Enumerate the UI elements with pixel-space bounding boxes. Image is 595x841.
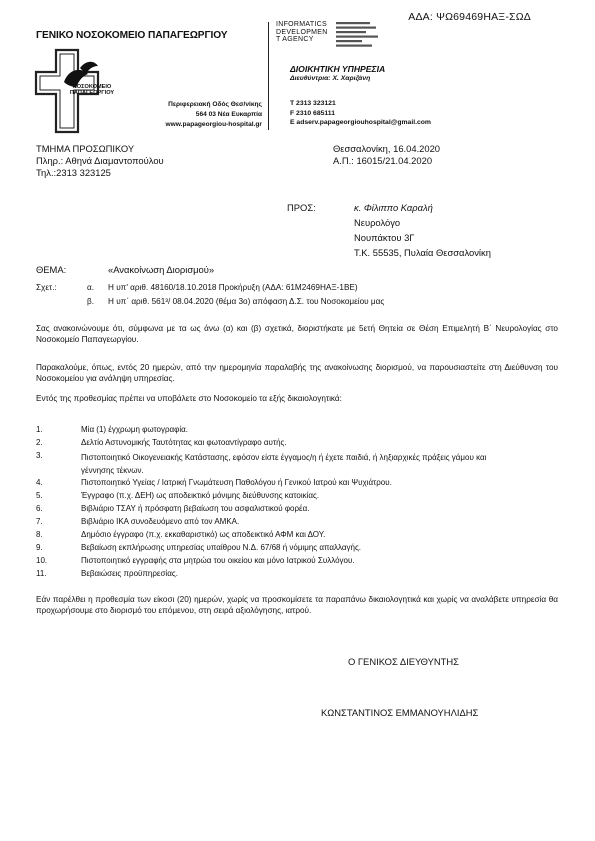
list-text: Έγγραφο (π.χ. ΔΕΗ) ως αποδεικτικό μόνιμης διεύθυνσης κατοικίας. [81, 491, 320, 500]
idika-line: DEVELOPMEN [276, 28, 328, 36]
list-text: Βιβλιάριο ΤΣΑΥ ή πρόσφατη βεβαίωση του ασφαλιστικού φορέα. [81, 504, 310, 513]
ada-code: ΑΔΑ: ΨΩ69469ΗΑΞ-ΣΩΔ [408, 11, 531, 23]
fax-line: F 2310 685111 [290, 109, 335, 117]
closing-paragraph: Εάν παρέλθει η προθεσμία των είκοσι (20) ημερών, χωρίς να προσκομίσετε τα παραπάνω δικαιολογητικά και χωρίς να αναλάβετε υπηρεσία θα προχωρήσουμε στο διορισμό του επόμενου, στη σειρά αξιολόγησης, ιατρού. [36, 595, 558, 616]
place-date: Θεσσαλονίκη, 16.04.2020 [333, 143, 441, 154]
list-number: 8. [36, 530, 43, 539]
paragraph: Παρακαλούμε, όπως, εντός 20 ημερών, από την ημερομηνία παραλαβής της ανακοίνωσης διορισμού, να παρουσιαστείτε στη Διεύθυνση του Νοσοκομείου για ανάληψη υπηρεσίας. [36, 363, 558, 384]
reference-item: Η υπ΄ αριθ. 561³/ 08.04.2020 (θέμα 3ο) απόφαση Δ.Σ. του Νοσοκομείου μας [108, 297, 385, 306]
recipient-label: ΠΡΟΣ: [287, 202, 316, 213]
admin-director: Διευθύντρια: Χ. Χαριζάνη [290, 75, 371, 82]
website-link[interactable]: www.papageorgiou-hospital.gr [165, 121, 262, 128]
sender-block [36, 143, 164, 179]
logo-line: ΠΑΠΑΓΕΩΡΓΙΟΥ [69, 90, 115, 97]
phone-line: T 2313 323121 [290, 100, 336, 107]
logo-line: ΝΟΣΟΚΟΜΕΙΟ [72, 84, 112, 90]
subject-text: «Ανακοίνωση Διορισμού» [108, 264, 215, 275]
list-number: 11. [36, 569, 47, 578]
list-number: 5. [36, 491, 43, 500]
list-text: Βεβαιώσεις προϋπηρεσίας. [81, 569, 178, 578]
list-text: Βεβαίωση εκπλήρωσης υπηρεσίας υπαίθρου Ν.Δ. 67/68 ή νόμιμης απαλλαγής. [81, 543, 362, 552]
email-link[interactable]: E adserv.papageorgiouhospital@gmail.com [290, 119, 431, 127]
sender-phone: Τηλ.:2313 323125 [36, 167, 111, 178]
reference-item: Η υπ' αριθ. 48160/18.10.2018 Προκήρυξη (ΑΔΑ: 61Μ2469ΗΑΞ-1ΒΕ) [108, 283, 358, 292]
address-line: 564 03 Νέα Ευκαρπία [195, 111, 262, 118]
department: ΤΜΗΜΑ ΠΡΟΣΩΠΙΚΟΥ [36, 143, 135, 154]
recipient-line: Νουπάκτου 3Γ [354, 232, 415, 243]
recipient-line: Τ.Κ. 55535, Πυλαία Θεσσαλονίκη [354, 247, 491, 258]
list-text: Μία (1) έγχρωμη φωτογραφία. [81, 425, 188, 434]
address-line: Περιφερειακή Οδός Θεσ/νίκης [168, 101, 262, 108]
signature-name: ΚΩΝΣΤΑΝΤΙΝΟΣ ΕΜΜΑΝΟΥΗΛΙΔΗΣ [321, 707, 479, 718]
subject-label: ΘΕΜΑ: [36, 264, 67, 275]
hospital-address [166, 100, 262, 130]
contact-block [290, 99, 431, 128]
paragraph: Σας ανακοινώνουμε ότι, σύμφωνα με τα ως άνω (α) και (β) σχετικά, διοριστήκατε με 5ετή Θητεία σε Θέση Επιμελητή Β΄ Νευρολογίας στο Νοσοκομείο Παπαγεωργίου. [36, 324, 558, 345]
list-number: 10. [36, 556, 48, 565]
recipient-line: Νευρολόγο [354, 217, 401, 228]
logo-text [56, 84, 128, 97]
references-label: Σχετ.: [36, 283, 57, 292]
list-number: 3. [36, 451, 43, 460]
header-divider [268, 22, 269, 130]
reference-marker: β. [87, 297, 94, 306]
idika-line: INFORMATICS [276, 21, 328, 28]
info-person: Πληρ.: Αθηνά Διαμαντοπούλου [36, 155, 164, 166]
hospital-name: ΓΕΝΙΚΟ ΝΟΣΟΚΟΜΕΙΟ ΠΑΠΑΓΕΩΡΓΙΟΥ [36, 30, 228, 41]
admin-service-title: ΔΙΟΙΚΗΤΙΚΗ ΥΠΗΡΕΣΙΑ [290, 64, 386, 74]
list-text: Πιστοποιητικό Οικογενειακής Κατάστασης, εφόσον είστε έγγαμος/η ή έχετε παιδιά, ή ληξιαρχικές πράξεις γάμου και γέννησης τέκνων. [81, 453, 487, 475]
list-text: Πιστοποιητικό εγγραφής στα μητρώα του οικείου και μόνο Ιατρικού Συλλόγου. [81, 556, 355, 565]
signature-title: Ο ΓΕΝΙΚΟΣ ΔΙΕΥΘΥΝΤΗΣ [348, 656, 459, 667]
idika-line: T AGENCY [276, 36, 314, 44]
list-number: 4. [36, 478, 43, 487]
list-number: 1. [36, 425, 43, 434]
list-text: Δημόσιο έγγραφο (π.χ. εκκαθαριστικό) ως αποδεικτικό ΑΦΜ και ΔΟΥ. [81, 530, 326, 539]
list-number: 9. [36, 543, 43, 552]
list-text: Πιστοποιητικό Υγείας / Ιατρική Γνωμάτευση Παθολόγου ή Γενικού Ιατρού και Ψυχιάτρου. [81, 478, 392, 487]
protocol-number: Α.Π.: 16015/21.04.2020 [333, 155, 433, 166]
paragraph: Εντός της προθεσμίας πρέπει να υποβάλετε στο Νοσοκομείο τα εξής δικαιολογητικά: [36, 394, 342, 403]
reference-marker: α. [87, 283, 95, 292]
recipient-name: κ. Φίλιππο Καραλή [354, 202, 433, 213]
recipient-block [354, 202, 491, 259]
list-text: Βιβλιάριο ΙΚΑ συνοδευόμενο από τον ΑΜΚΑ. [81, 517, 240, 526]
list-number: 6. [36, 504, 43, 513]
list-number: 7. [36, 517, 43, 526]
list-text: Δελτίο Αστυνομικής Ταυτότητας και φωτοαντίγραφο αυτής. [81, 438, 287, 447]
list-number: 2. [36, 438, 43, 447]
idika-logo-detail [334, 21, 394, 49]
meta-block [333, 143, 440, 167]
idika-logo-text [276, 21, 328, 44]
